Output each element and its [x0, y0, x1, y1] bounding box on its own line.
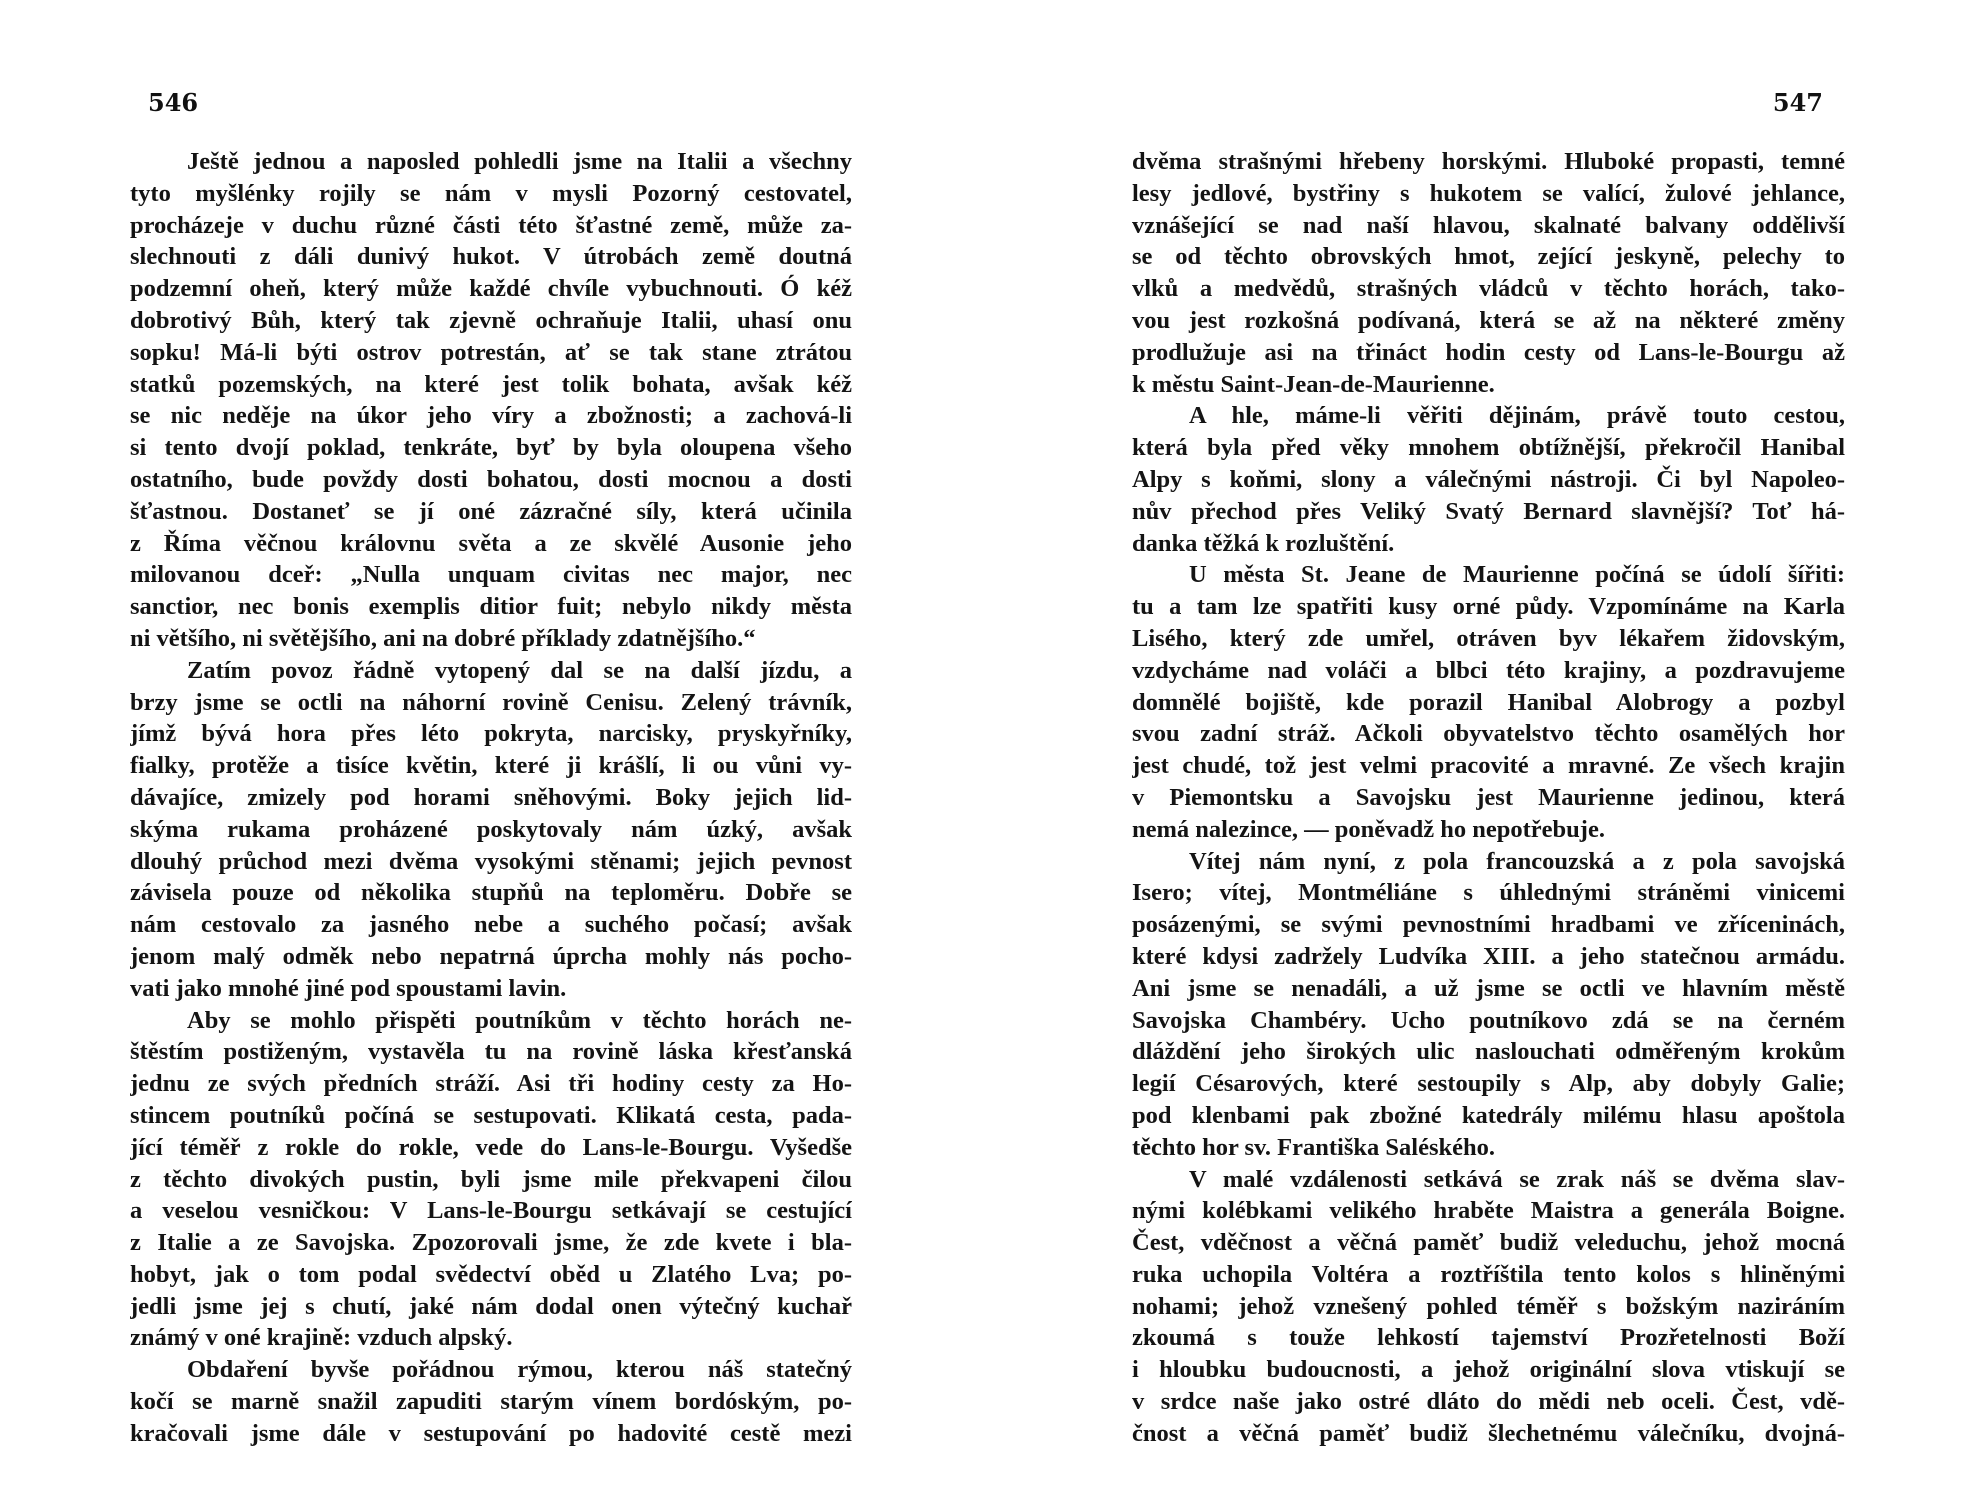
text-line: a veselou vesničkou: V Lans-le-Bourgu setkávají se cestující	[130, 1197, 852, 1225]
text-line: dobrotivý Bůh, který tak zjevně ochraňuje Italii, uhasí onu	[130, 306, 852, 334]
text-line: kočí se marně snažil zapuditi starým vínem bordóským, po-	[130, 1388, 852, 1416]
text-line: Vítej nám nyní, z pola francouzská a z pola savojská	[1189, 847, 1845, 875]
text-line: tu a tam lze spatřiti kusy orné půdy. Vzpomínáme na Karla	[1132, 593, 1845, 621]
text-line: hobyt, jak o tom podal svědectví oběd u Zlatého Lva; po-	[130, 1260, 852, 1288]
text-line: slechnouti z dáli dunivý hukot. V útrobách země doutná	[130, 243, 852, 271]
text-line: Savojska Chambéry. Ucho poutníkovo zdá se na černém	[1132, 1006, 1845, 1034]
text-line: danka těžká k rozluštění.	[1132, 529, 1395, 557]
text-line: Aby se mohlo přispěti poutníkům v těchto horách ne-	[187, 1006, 852, 1034]
text-line: A hle, máme-li věřiti dějinám, právě touto cestou,	[1189, 402, 1845, 430]
text-line: ruka uchopila Voltéra a roztříštila tento kolos s hliněnými	[1132, 1260, 1845, 1288]
left-page-text	[130, 146, 852, 1450]
text-line: lesy jedlové, bystřiny s hukotem se valící, žulové jehlance,	[1132, 179, 1845, 207]
text-line: prodlužuje asi na třináct hodin cesty od Lans-le-Bourgu až	[1132, 338, 1845, 366]
text-line: z Říma věčnou královnu světa a ze skvělé Ausonie jeho	[130, 529, 852, 557]
text-line: dávajíce, zmizely pod horami sněhovými. Boky jejich lid-	[130, 783, 852, 811]
text-line: nův přechod přes Veliký Svatý Bernard slavnější? Toť há-	[1132, 497, 1845, 525]
text-line: fialky, protěže a tisíce květin, které ji krášlí, li ou vůni vy-	[130, 752, 852, 780]
text-line: skýma rukama proházené poskytovaly nám úzký, avšak	[130, 815, 852, 843]
text-line: i hloubku budoucnosti, a jehož originální slova vtiskují se	[1132, 1356, 1845, 1384]
text-line: z Italie a ze Savojska. Zpozorovali jsme, že zde kvete i bla-	[130, 1229, 852, 1257]
text-line: se nic neděje na úkor jeho víry a zbožnosti; a zachová-li	[130, 402, 852, 430]
text-line: zkoumá s touže lehkostí tajemství Prozřetelnosti Boží	[1132, 1324, 1845, 1352]
right-page-text	[1132, 146, 1845, 1450]
text-line: tyto myšlénky rojily se nám v mysli Pozorný cestovatel,	[130, 179, 852, 207]
text-line: sanctior, nec bonis exemplis ditior fuit; nebylo nikdy města	[130, 593, 852, 621]
text-line: dvěma strašnými hřebeny horskými. Hluboké propasti, temné	[1132, 148, 1845, 175]
text-line: štěstím postiženým, vystavěla tu na rovině láska křesťanská	[130, 1038, 852, 1066]
text-line: milovanou dceř: „Nulla unquam civitas nec major, nec	[130, 561, 852, 589]
page-number-left: 546	[148, 88, 199, 117]
text-line: se od těchto obrovských hmot, zející jeskyně, pelechy to	[1132, 243, 1845, 271]
right-page	[985, 0, 1970, 1501]
text-line: vati jako mnohé jiné pod spoustami lavin.	[130, 974, 567, 1002]
text-line: Ani jsme se nenadáli, a už jsme se octli ve hlavním městě	[1132, 974, 1845, 1002]
text-line: vznášející se nad naší hlavou, skalnaté balvany oddělivší	[1132, 211, 1845, 239]
text-line: jímž bývá hora přes léto pokryta, narcisky, pryskyřníky,	[130, 720, 852, 748]
text-line: pod klenbami pak zbožné katedrály milému hlasu apoštola	[1132, 1101, 1845, 1129]
text-line: stincem poutníků počíná se sestupovati. Klikatá cesta, pada-	[130, 1101, 852, 1129]
text-line: dlouhý průchod mezi dvěma vysokými stěnami; jejich pevnost	[130, 847, 852, 875]
text-line: které kdysi zadržely Ludvíka XIII. a jeho statečnou armádu.	[1132, 942, 1845, 970]
text-line: Ještě jednou a naposled pohledli jsme na Italii a všechny	[187, 148, 852, 175]
text-line: v srdce naše jako ostré dláto do mědi neb oceli. Čest, vdě-	[1132, 1388, 1845, 1416]
text-line: legií Césarových, které sestoupily s Alp, aby dobyly Galie;	[1132, 1070, 1845, 1098]
text-line: Zatím povoz řádně vytopený dal se na další jízdu, a	[187, 656, 852, 684]
text-line: závisela pouze od několika stupňů na teploměru. Dobře se	[130, 879, 852, 907]
text-line: U města St. Jeane de Maurienne počíná se údolí šířiti:	[1189, 561, 1845, 589]
text-line: vzdycháme nad voláči a blbci této krajiny, a pozdravujeme	[1132, 656, 1845, 684]
text-line: statků pozemských, na které jest tolik bohata, avšak kéž	[130, 370, 852, 398]
text-line: posázenými, se svými pevnostními hradbami ve zříceninách,	[1132, 911, 1845, 939]
text-line: vlků a medvědů, strašných vládců v těchto horách, tako-	[1132, 275, 1845, 303]
text-line: ni většího, ni světějšího, ani na dobré příklady zdatnějšího.“	[130, 624, 756, 652]
text-line: šťastnou. Dostaneť se jí oné zázračné síly, která učinila	[130, 497, 852, 525]
text-line: Obdaření byvše pořádnou rýmou, kterou náš statečný	[187, 1356, 852, 1384]
text-line: která byla před věky mnohem obtížnější, překročil Hanibal	[1132, 434, 1845, 462]
text-line: domnělé bojiště, kde porazil Hanibal Alobrogy a pozbyl	[1132, 688, 1845, 716]
text-line: si tento dvojí poklad, tenkráte, byť by byla oloupena všeho	[130, 434, 852, 462]
text-line: Isero; vítej, Montméliáne s úhlednými stráněmi vinicemi	[1132, 879, 1845, 907]
text-line: podzemní oheň, který může každé chvíle vybuchnouti. Ó kéž	[130, 275, 852, 303]
text-line: k městu Saint-Jean-de-Maurienne.	[1132, 370, 1495, 398]
text-line: čnost a věčná paměť budiž šlechetnému válečníku, dvojná-	[1132, 1419, 1845, 1447]
text-line: nám cestovalo za jasného nebe a suchého počasí; avšak	[130, 911, 852, 939]
text-line: z těchto divokých pustin, byli jsme mile překvapeni čilou	[130, 1165, 852, 1193]
text-line: Alpy s koňmi, slony a válečnými nástroji. Či byl Napoleo-	[1132, 465, 1845, 493]
text-line: nohami; jehož vznešený pohled téměř s božským naziráním	[1132, 1292, 1845, 1320]
text-line: Lisého, který zde umřel, otráven byv lékařem židovským,	[1132, 624, 1845, 652]
text-line: sopku! Má-li býti ostrov potrestán, ať se tak stane ztrátou	[130, 338, 852, 366]
text-line: nými kolébkami velikého hraběte Maistra a generála Boigne.	[1132, 1197, 1845, 1225]
text-line: vou jest rozkošná podívaná, která se až na některé změny	[1132, 306, 1845, 334]
text-line: procházeje v duchu různé části této šťastné země, může za-	[130, 211, 852, 239]
text-line: jenom malý odměk nebo nepatrná úprcha mohly nás pocho-	[130, 942, 852, 970]
text-line: jedli jsme jej s chutí, jaké nám dodal onen výtečný kuchař	[130, 1292, 852, 1320]
text-line: známý v oné krajině: vzduch alpský.	[130, 1324, 513, 1352]
text-line: jící téměř z rokle do rokle, vede do Lans-le-Bourgu. Vyšedše	[130, 1133, 852, 1161]
text-line: ostatního, bude povždy dosti bohatou, dosti mocnou a dosti	[130, 465, 852, 493]
text-line: těchto hor sv. Františka Saléského.	[1132, 1133, 1495, 1161]
text-line: V malé vzdálenosti setkává se zrak náš se dvěma slav-	[1189, 1165, 1845, 1193]
text-line: kračovali jsme dále v sestupování po hadovité cestě mezi	[130, 1419, 852, 1447]
text-line: v Piemontsku a Savojsku jest Maurienne jedinou, která	[1132, 783, 1845, 811]
page-number-right: 547	[1772, 88, 1823, 117]
text-line: dláždění jeho širokých ulic naslouchati odměřeným krokům	[1132, 1038, 1845, 1066]
text-line: svou zadní stráž. Ačkoli obyvatelstvo těchto osamělých hor	[1132, 720, 1845, 748]
text-line: brzy jsme se octli na náhorní rovině Cenisu. Zelený trávník,	[130, 688, 852, 716]
text-line: jest chudé, tož jest velmi pracovité a mravné. Ze všech krajin	[1132, 752, 1845, 780]
text-line: nemá nalezince, — poněvadž ho nepotřebuje.	[1132, 815, 1605, 843]
text-line: jednu ze svých předních stráží. Asi tři hodiny cesty za Ho-	[130, 1070, 852, 1098]
text-line: Čest, vděčnost a věčná paměť budiž veleduchu, jehož mocná	[1132, 1229, 1845, 1257]
